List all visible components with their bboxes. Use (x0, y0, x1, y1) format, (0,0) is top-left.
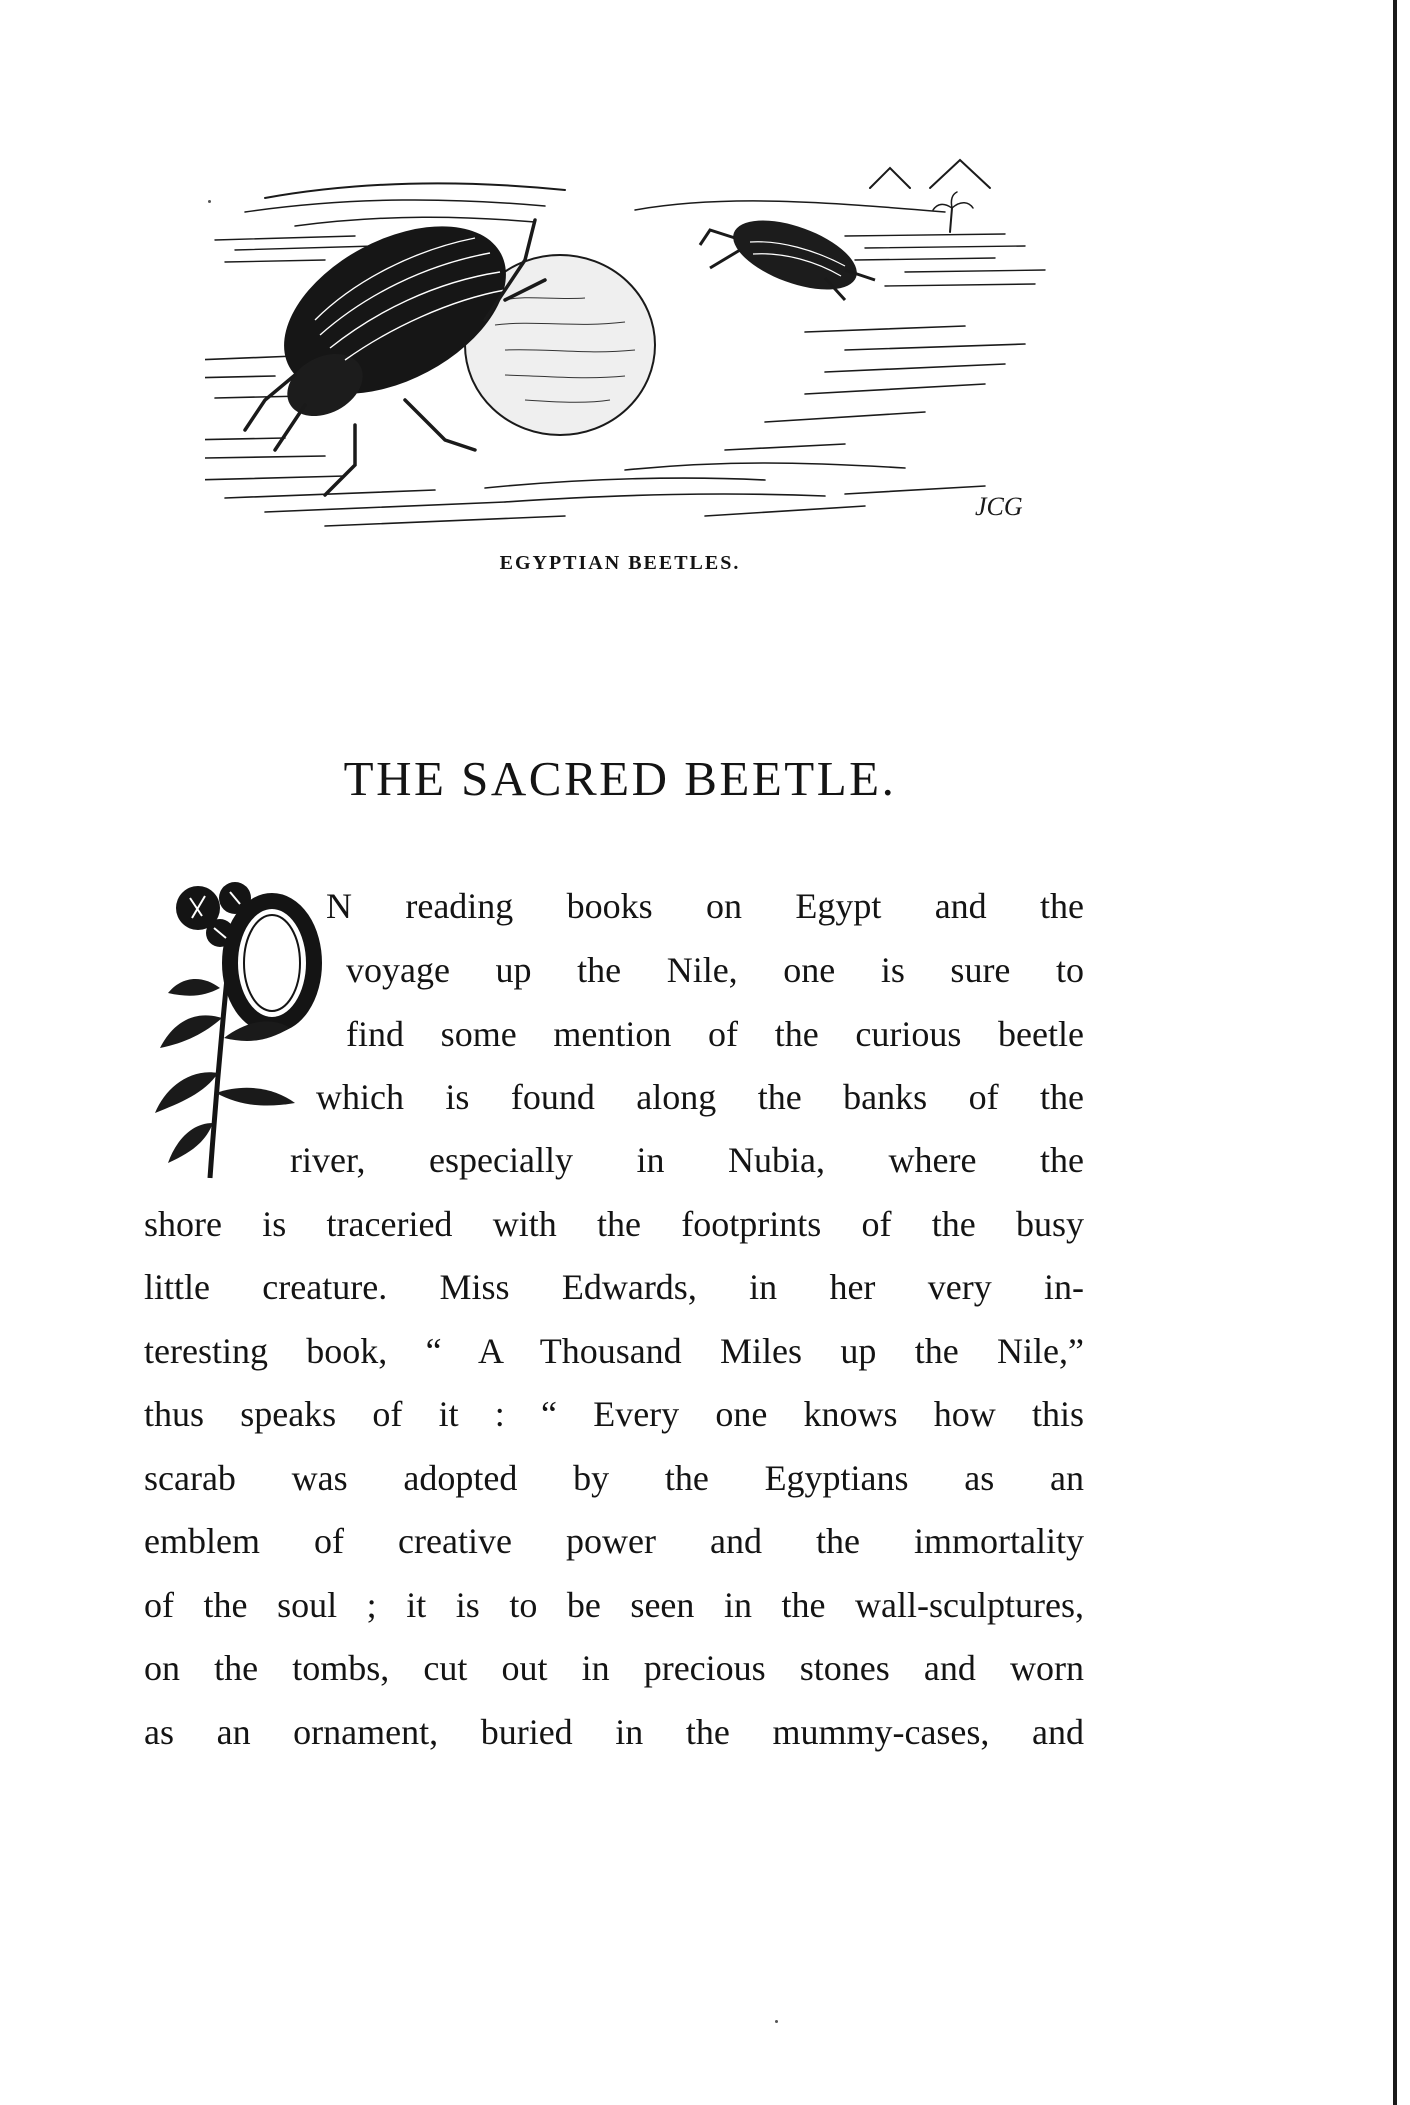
body-text-line: as an ornament, buried in the mummy-cases, and (144, 1712, 1084, 1752)
body-text-line: river, especially in Nubia, where the (290, 1140, 1084, 1180)
body-text-line: little creature. Miss Edwards, in her very in- (144, 1267, 1084, 1307)
floral-drop-cap-o-icon (150, 868, 330, 1183)
paper-speck (775, 2020, 778, 2023)
egyptian-beetles-illustration (205, 150, 1065, 540)
body-text-line: shore is traceried with the footprints of the busy (144, 1204, 1084, 1244)
engraver-signature: JCG (975, 492, 1023, 521)
body-text-line: scarab was adopted by the Egyptians as an (144, 1458, 1084, 1498)
chapter-title: THE SACRED BEETLE. (343, 751, 897, 806)
body-text-line: thus speaks of it : “ Every one knows how this (144, 1394, 1084, 1434)
body-text-line: voyage up the Nile, one is sure to (346, 950, 1084, 990)
body-text-line: which is found along the banks of the (316, 1077, 1084, 1117)
page-edge-line (1393, 0, 1397, 2105)
body-text-line: emblem of creative power and the immortality (144, 1521, 1084, 1561)
body-text-line: teresting book, “ A Thousand Miles up the Nile,” (144, 1331, 1084, 1371)
body-text-line: N reading books on Egypt and the (326, 886, 1084, 926)
body-text-line: of the soul ; it is to be seen in the wall-sculptures, (144, 1585, 1084, 1625)
body-text-line: on the tombs, cut out in precious stones and worn (144, 1648, 1084, 1688)
figure-caption: EGYPTIAN BEETLES. (499, 552, 741, 574)
body-text-line: find some mention of the curious beetle (346, 1014, 1084, 1054)
paper-speck (208, 200, 211, 203)
